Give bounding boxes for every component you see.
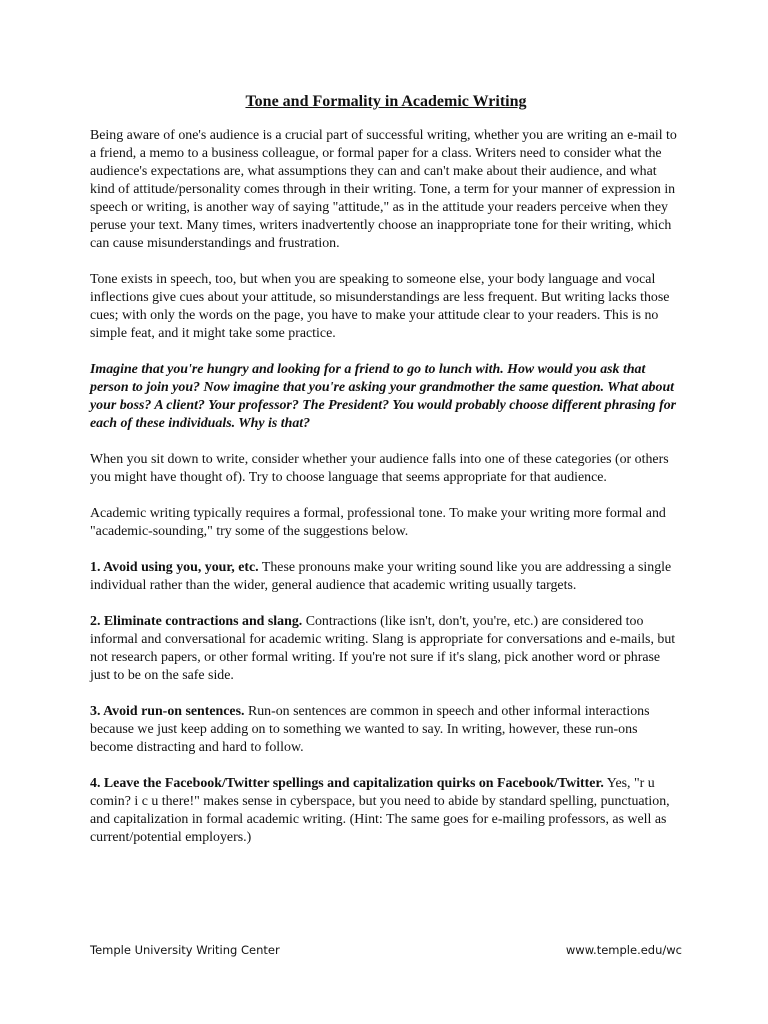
document-title: Tone and Formality in Academic Writing <box>245 93 527 110</box>
tip-pronouns <box>90 559 682 595</box>
tip-body: Yes, "r u comin? i c u there!" makes sense in cyberspace, but you need to abide by standard spelling, punctuation, and capitalization in formal academic writing. (Hint: The same goes for e-mailing professors, as well as current/potential employers.) <box>90 776 670 845</box>
tip-social-media <box>90 775 682 847</box>
paragraph-categories: When you sit down to write, consider whether your audience falls into one of these categories (or others you might have thought of). Try to choose language that seems appropriate for that audience. <box>90 452 669 485</box>
tip-lead: 3. Avoid run-on sentences. <box>90 704 245 719</box>
paragraph-tone-speech: Tone exists in speech, too, but when you are speaking to someone else, your body language and vocal inflections give cues about your attitude, so misunderstandings are less frequent. But writing lacks those cues; with only the words on the page, you have to make your attitude clear to your readers. This is no simple feat, and it might take some practice. <box>90 272 670 341</box>
footer-organization: Temple University Writing Center <box>90 943 280 957</box>
paragraph-lunch-example: Imagine that you're hungry and looking for a friend to go to lunch with. How would you ask that person to join you? Now imagine that you're asking your grandmother the same question. What about your boss? A client? Your professor? The President? You would probably choose different phrasing for each of these individuals. Why is that? <box>90 362 677 431</box>
tip-lead: 2. Eliminate contractions and slang. <box>90 614 303 629</box>
tip-contractions <box>90 613 682 685</box>
tip-run-on <box>90 703 682 757</box>
footer-url: www.temple.edu/wc <box>565 943 682 957</box>
document-page <box>90 92 682 865</box>
tip-body: These pronouns make your writing sound like you are addressing a single individual rather than the wider, general audience that academic writing usually targets. <box>90 560 672 593</box>
paragraph-audience: Being aware of one's audience is a crucial part of successful writing, whether you are writing an e-mail to a friend, a memo to a business colleague, or formal paper for a class. Writers need to consider what the audience's expectations are, what assumptions they can and can't make about their audience, and what kind of attitude/personality comes through in their writing. Tone, a term for your manner of expression in speech or writing, is another way of saying "attitude," as in the attitude your readers perceive when they peruse your text. Many times, writers inadvertently choose an inappropriate tone for their writing, which can cause misunderstandings and frustration. <box>90 128 677 251</box>
tip-body: Contractions (like isn't, don't, you're, etc.) are considered too informal and conversational for academic writing. Slang is appropriate for conversations and e-mails, but not research papers, or other formal writing. If you're not sure if it's slang, pick another word or phrase just to be on the safe side. <box>90 614 676 683</box>
tip-lead: 1. Avoid using you, your, etc. <box>90 560 259 575</box>
tip-lead: 4. Leave the Facebook/Twitter spellings and capitalization quirks on Facebook/Twitter. <box>90 776 604 791</box>
tip-body: Run-on sentences are common in speech and other informal interactions because we just keep adding on to something we wanted to say. In writing, however, these run-ons become distracting and hard to follow. <box>90 704 650 755</box>
paragraph-formal-tone: Academic writing typically requires a formal, professional tone. To make your writing more formal and "academic-sounding," try some of the suggestions below. <box>90 506 666 539</box>
